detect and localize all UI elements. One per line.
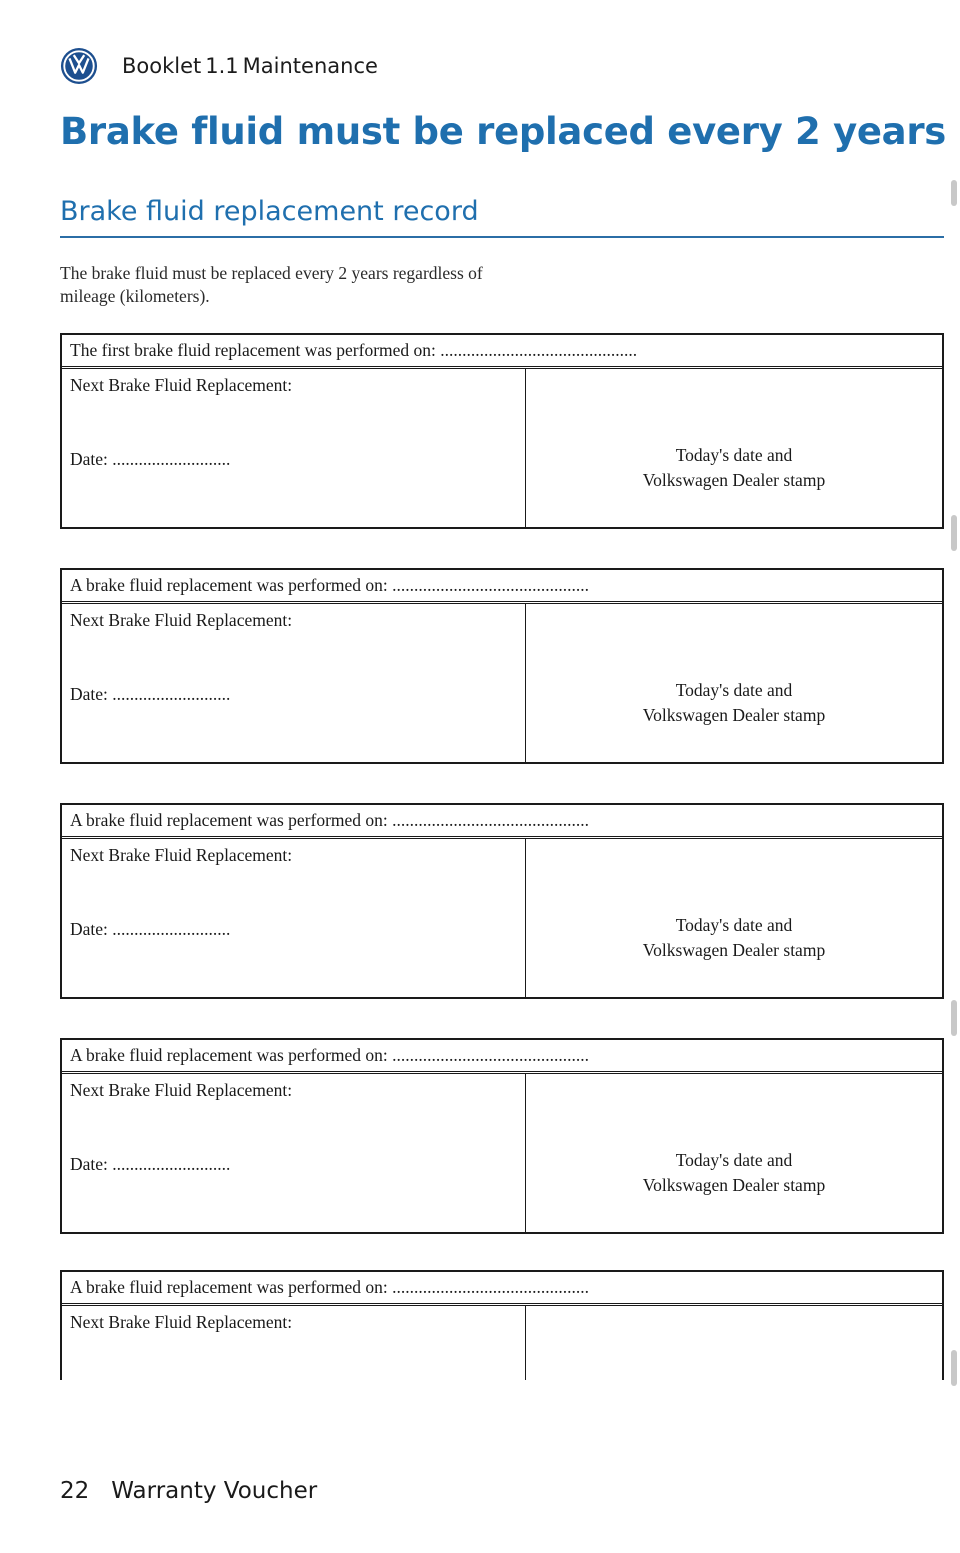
- performed-on-line: The first brake fluid replacement was performed on: .............................................: [62, 335, 942, 369]
- intro-text: The brake fluid must be replaced every 2 years regardless of mileage (kilometers).: [60, 263, 483, 306]
- performed-on-line: A brake fluid replacement was performed on: .............................................: [62, 805, 942, 839]
- next-replacement-cell: [62, 604, 526, 762]
- stamp-label-line1: Today's date and: [675, 680, 793, 700]
- performed-on-line: A brake fluid replacement was performed on: .............................................: [62, 570, 942, 604]
- dealer-stamp-cell: [526, 913, 942, 963]
- booklet-title: Warranty Voucher: [111, 1478, 318, 1504]
- record-box-3: [60, 803, 944, 999]
- title-rule: [60, 236, 944, 238]
- booklet-label: Booklet: [122, 54, 202, 78]
- stamp-label-line2: Volkswagen Dealer stamp: [642, 940, 826, 960]
- stamp-label-line2: Volkswagen Dealer stamp: [642, 1175, 826, 1195]
- date-field: Date: ...........................: [70, 919, 231, 939]
- booklet-heading: [122, 54, 378, 78]
- stamp-label-line1: Today's date and: [675, 915, 793, 935]
- stamp-label-line2: Volkswagen Dealer stamp: [642, 470, 826, 490]
- stamp-label-line1: Today's date and: [675, 445, 793, 465]
- page-edge-mark: [951, 515, 957, 551]
- next-replacement-cell: [62, 839, 526, 997]
- volkswagen-logo-icon: [60, 47, 98, 85]
- next-replacement-label: Next Brake Fluid Replacement:: [70, 845, 293, 865]
- section-title: Brake fluid replacement record: [60, 196, 479, 227]
- record-box-2: [60, 568, 944, 764]
- performed-on-line: A brake fluid replacement was performed on: .............................................: [62, 1040, 942, 1074]
- next-replacement-label: Next Brake Fluid Replacement:: [70, 375, 293, 395]
- record-box-4: [60, 1038, 944, 1234]
- dealer-stamp-cell: [526, 678, 942, 728]
- date-field: Date: ...........................: [70, 684, 231, 704]
- next-replacement-cell: [62, 369, 526, 527]
- performed-on-line: A brake fluid replacement was performed on: .............................................: [62, 1272, 942, 1306]
- page-header: [60, 44, 378, 88]
- page-title: Brake fluid must be replaced every 2 years: [60, 110, 947, 153]
- stamp-label-line2: Volkswagen Dealer stamp: [642, 705, 826, 725]
- page-number: 22: [60, 1478, 90, 1504]
- next-replacement-label: Next Brake Fluid Replacement:: [70, 610, 293, 630]
- next-replacement-label: Next Brake Fluid Replacement:: [70, 1312, 293, 1332]
- page-edge-mark: [951, 1350, 957, 1386]
- page-footer: [60, 1478, 317, 1504]
- page-edge-mark: [951, 180, 957, 206]
- page-edge-mark: [951, 1000, 957, 1036]
- booklet-number: 1.1: [205, 54, 239, 78]
- dealer-stamp-cell: [526, 1148, 942, 1198]
- dealer-stamp-cell: [526, 443, 942, 493]
- next-replacement-cell: [62, 1074, 526, 1232]
- stamp-label-line1: Today's date and: [675, 1150, 793, 1170]
- record-box-5: [60, 1270, 944, 1380]
- next-replacement-cell: [62, 1306, 526, 1380]
- record-box-1: [60, 333, 944, 529]
- next-replacement-label: Next Brake Fluid Replacement:: [70, 1080, 293, 1100]
- date-field: Date: ...........................: [70, 449, 231, 469]
- section-name: Maintenance: [242, 54, 378, 78]
- date-field: Date: ...........................: [70, 1154, 231, 1174]
